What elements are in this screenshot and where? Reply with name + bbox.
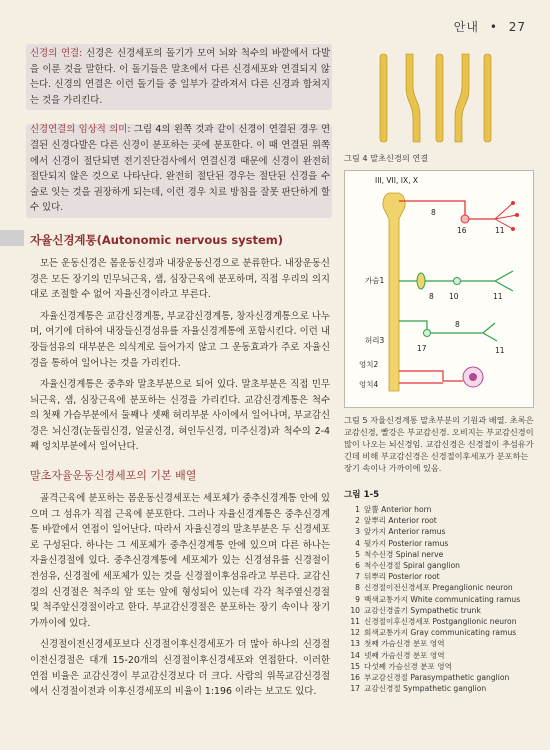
legend-item [344, 571, 534, 582]
legend-item [344, 515, 534, 526]
figure-5-caption: 그림 5 자율신경계통 말초부분의 기원과 배열. 초록은 교감신경, 빨강은 부교감신경. 오비지는 부교감신경이 많이 나오는 뇌신경임. 교감신경은 신경절이 추섬유가 긴데 비해 부교감신경은 신경절이후세포가 분포하는 장기 속이나 가까이에 있음. [344, 415, 534, 473]
sympathetic-ganglion [454, 278, 461, 285]
legend-item-number: 15 [350, 661, 360, 671]
spinal-cord-shape [383, 193, 405, 391]
label-sacral-2: 엉치2 [359, 360, 379, 369]
legend-item [344, 560, 534, 571]
legend-item [344, 538, 534, 549]
right-column [344, 46, 534, 694]
figure-5-autonomic-diagram [345, 171, 533, 407]
header-bullet: • [489, 20, 498, 34]
legend-item [344, 594, 534, 605]
heading-basic-arrangement: 말초자율운동신경세포의 기본 배열 [30, 469, 197, 483]
sacral-parasympathetic-fiber [399, 371, 463, 383]
label-8b: 8 [429, 292, 434, 301]
section-label: 안내 [453, 20, 479, 34]
text-nerve-connection: 신경은 신경세포의 돌기가 모여 뇌와 척수의 바깥에서 다발을 이룬 것을 말한다. 이 돌기들은 말초에서 다른 신경세포와 연결되지 않는다. 신경의 연결은 이런 돌기들 중 일부가 갈라져서 다른 신경과 합쳐지는 것을 가리킨다. [30, 48, 330, 106]
legend-title: 그림 1-5 [344, 490, 380, 500]
paragraph-nerve-connection [30, 46, 330, 108]
legend-item-number: 16 [350, 673, 360, 683]
legend-item-number: 2 [355, 516, 360, 526]
legend-item [344, 605, 534, 616]
figure-4 [344, 46, 534, 146]
left-column [30, 46, 330, 706]
cranial-parasympathetic-fiber [399, 201, 495, 219]
heading-autonomic-nervous-system: 자율신경계통(Autonomic nervous system) [30, 232, 284, 247]
legend-item-number: 3 [355, 527, 360, 537]
label-10: 10 [449, 292, 459, 301]
lumbar-sympathetic-fiber [399, 321, 497, 341]
legend-item [344, 650, 534, 661]
paragraph-autonomic-divisions: 자율신경계통은 교감신경계통, 부교감신경계통, 창자신경계통으로 나누며, 여기에 더하여 내장들신경섬유를 자율신경계통에 포함시킨다. 이런 내장들섬유의 대부분은 의식계로 들어가지 않고 그 운동효과가 주로 자율신경을 통하여 일어나는 것을 가리킨다. [30, 310, 330, 369]
legend-item-text: 척수신경절 Spiral ganglion [364, 561, 460, 571]
page-number: 27 [508, 20, 526, 34]
legend-item [344, 672, 534, 683]
page-header [448, 18, 526, 35]
label-8a: 8 [431, 208, 436, 217]
label-cranial-nerves: III, VII, IX, X [375, 176, 418, 185]
legend-item-number: 8 [355, 583, 360, 593]
label-11a: 11 [495, 226, 505, 235]
parasympathetic-ganglion [461, 215, 469, 223]
legend-item [344, 582, 534, 593]
legend-item-text: 다섯째 가슴신경 분포 영역 [364, 661, 452, 671]
figure-4-nerve-connection-diagram [344, 46, 534, 146]
legend-item-text: 회색교통가지 Gray communicating ramus [364, 628, 517, 638]
legend-item-number: 13 [350, 639, 360, 649]
legend-item-text: 교감신경줄기 Sympathetic trunk [364, 605, 481, 615]
figure-5 [344, 170, 534, 408]
legend-item-text: 앞가지 Anterior ramus [364, 527, 446, 537]
legend-item-number: 14 [350, 650, 360, 660]
nerve-strand [455, 54, 469, 142]
label-16: 16 [457, 226, 467, 235]
prevertebral-ganglion [424, 330, 431, 337]
legend-item [344, 526, 534, 537]
parasympathetic-target [511, 201, 515, 205]
legend-item-number: 12 [350, 628, 360, 638]
label-17: 17 [417, 344, 427, 353]
parasympathetic-target [511, 227, 515, 231]
legend-item-text: 넷째 가슴신경 분포 영역 [364, 650, 445, 660]
legend-item-text: 신경절이전신경세포 Preganglionic neuron [364, 583, 513, 593]
legend-list [344, 504, 534, 694]
legend-item-number: 4 [355, 538, 360, 548]
legend-item-number: 17 [350, 684, 360, 694]
sympathetic-chain-ganglion [417, 273, 425, 289]
legend-item [344, 616, 534, 627]
paragraph-synapse-ratio: 신경절이전신경세포보다 신경절이후신경세포가 더 많아 하나의 신경절이전신경절은 대개 15-20개의 신경절이후신경세포와 연접한다. 이러한 연접 비율은 교감신경이 부교감신경보다 더 크다. 사람의 위목교감신경절에서 신경절이전과 이후신경세포의 비율이 1:196 이라는 보고도 있다. [30, 639, 330, 698]
legend-item-number: 11 [350, 617, 360, 627]
legend-item-number: 9 [355, 594, 360, 604]
label-sacral-4: 엉치4 [359, 380, 379, 389]
label-11b: 11 [493, 292, 503, 301]
paragraph-two-neuron-chain: 골격근육에 분포하는 몸운동신경세포는 세포체가 중추신경계통 안에 있으며 그 섬유가 직접 근육에 분포한다. 그러나 자율신경계통은 중추신경계통 바깥에서 연접이 일어난다. 따라서 자율신경의 말초부분은 두 신경세포로 구성된다. 하나는 그 세포체가 중추신경계통 안에 있으며 다른 하나는 자율신경절에 있다. 중추신경계통에 세포체가 있는 신경섬유를 신경절이전섬유, 신경절에 세포체가 있는 것을 신경절이후섬유라고 부른다. 교감신경의 신경절은 척주의 앞 또는 앞에 형성되어 있는데 각각 척주옆신경절 및 척주앞신경절이라고 한다. 부교감신경절은 분포하는 장기 속이나 장기 가까이에 있다. [30, 493, 330, 629]
legend-item-text: 교감신경절 Sympathetic ganglion [364, 684, 487, 694]
legend-item-text: 부교감신경절 Parasympathetic ganglion [364, 673, 510, 683]
legend-item [344, 549, 534, 560]
legend-item-text: 백색교통가지 White communicating ramus [364, 594, 521, 604]
legend-item-number: 5 [355, 549, 360, 559]
legend-item-number: 1 [355, 505, 360, 514]
text-clinical-meaning: 그림 4의 왼쪽 것과 같이 신경이 연결된 경우 연결된 신경다발은 다른 신경이 분포하는 곳에 분포한다. 이 때 연결된 위쪽에서 신경이 절단되면 전기진단검사에서 연결신경 때문에 신경이 완전히 절단되지 않은 것으로 나타난다. 완전히 절단된 경우는 절단된 신경을 수술로 잇는 것을 권장하게 되는데, 이런 경우 치료 방침을 잘못 판단하게 할 수 있다. [30, 124, 330, 214]
legend-item [344, 504, 534, 515]
legend-item [344, 638, 534, 649]
legend-item-number: 6 [355, 561, 360, 571]
label-8c: 8 [455, 320, 460, 329]
legend-item [344, 683, 534, 694]
term-clinical-meaning: 신경연결의 임상적 의미: [30, 124, 131, 136]
legend-item-text: 첫째 가슴신경 분포 영역 [364, 639, 445, 649]
paragraph-motor-classification: 모든 운동신경은 몸운동신경과 내장운동신경으로 분류한다. 내장운동신경은 모든 장기의 민무늬근육, 샘, 심장근육에 분포하며, 직접 우리의 의지대로 조절할 수 없어 자율신경이라고 부른다. [30, 257, 330, 301]
parasympathetic-target [515, 213, 519, 217]
sympathetic-postganglionic-fiber [425, 271, 513, 291]
nerve-strand [436, 54, 443, 142]
paragraph-central-peripheral: 자율신경계통은 중추와 말초부분으로 되어 있다. 말초부분은 직접 민무늬근육, 샘, 심장근육에 분포하는 신경을 가리킨다. 교감신경계통은 척수의 첫째 가슴부분에서 둘째나 셋째 허리부분 사이에서 일어나며, 부교감신경은 뇌신경(눈돌림신경, 얼굴신경, 혀인두신경, 미주신경)과 척수의 2-4째 엉치부분에서 일어난다. [30, 379, 330, 453]
nerve-strand [484, 54, 491, 142]
label-thoracic-1: 가슴1 [365, 276, 385, 285]
legend-item-text: 앞뿔 Anterior horn [364, 505, 432, 514]
paragraph-clinical-meaning [30, 122, 330, 216]
target-organ-core [469, 373, 477, 381]
legend-item-text: 뒷가지 Posterior ramus [364, 538, 449, 548]
legend-item-text: 신경절이후신경세포 Postganglionic neuron [364, 617, 517, 627]
figure-4-caption: 그림 4 말초신경의 연결 [344, 153, 429, 163]
legend-item-text: 뒤뿌리 Posterior root [364, 572, 440, 582]
label-11c: 11 [495, 346, 505, 355]
section-tab-marker [0, 230, 24, 246]
term-nerve-connection: 신경의 연결: [30, 48, 83, 59]
legend-item [344, 627, 534, 638]
legend-item-number: 7 [355, 572, 360, 582]
label-lumbar-3: 허리3 [365, 336, 385, 345]
legend-item [344, 661, 534, 672]
legend-item-text: 앞뿌리 Anterior root [364, 516, 437, 526]
nerve-strand [380, 54, 387, 142]
legend-item-text: 척수신경 Spinal nerve [364, 549, 444, 559]
legend-item-number: 10 [350, 605, 360, 615]
nerve-strand [406, 54, 420, 142]
